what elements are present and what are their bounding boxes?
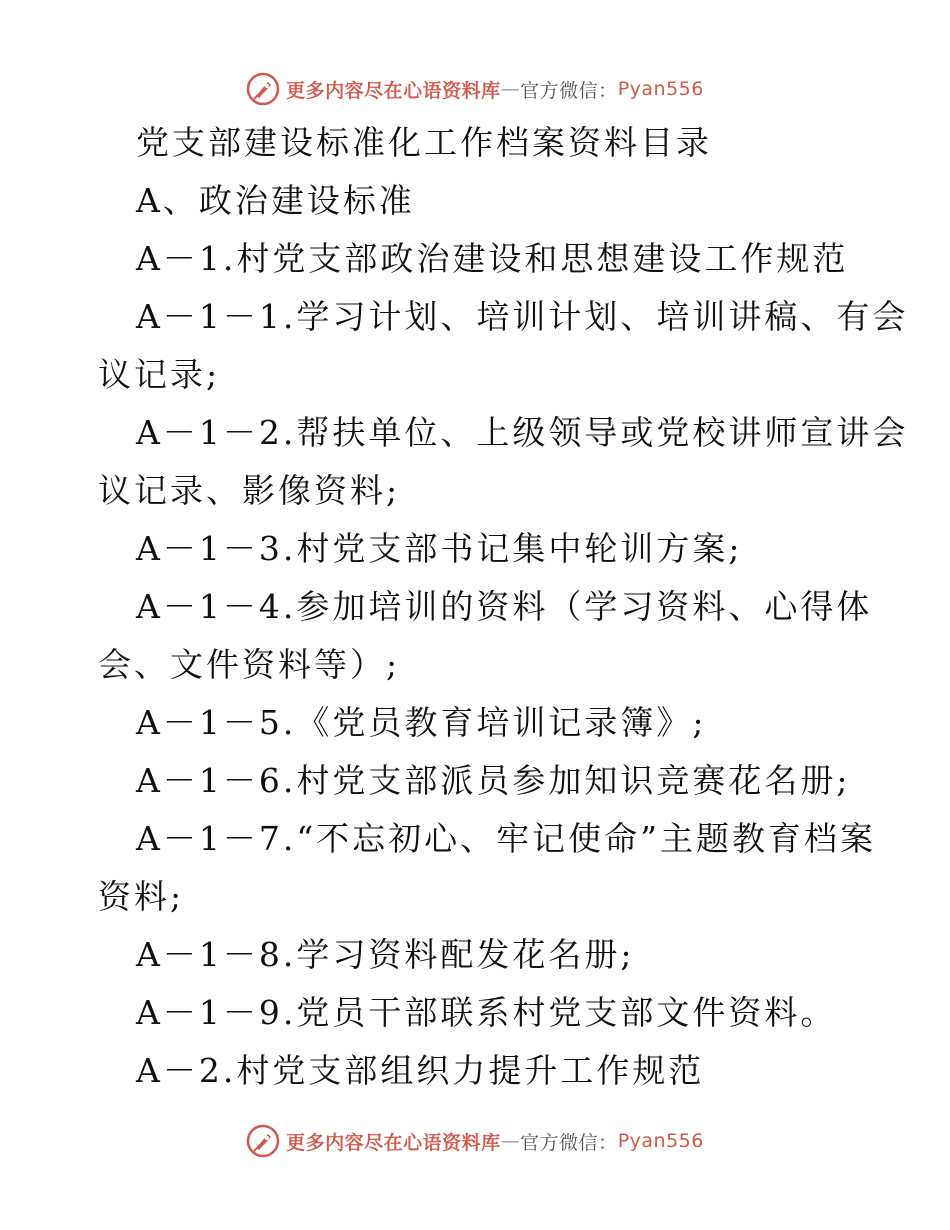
header-watermark	[0, 72, 950, 106]
pen-nib-logo-icon	[246, 72, 280, 106]
watermark-separator: —	[500, 1130, 521, 1152]
list-item: A－1－8.学习资料配发花名册;	[136, 935, 635, 974]
list-item-continuation: 议记录;	[98, 355, 221, 394]
watermark-contact-label: 官方微信：	[520, 1131, 618, 1154]
watermark-brand: 更多内容尽在心语资料库	[286, 1131, 501, 1154]
watermark-contact-label: 官方微信：	[520, 79, 618, 102]
list-item: A－1－6.村党支部派员参加知识竞赛花名册;	[136, 761, 851, 800]
list-item: A－1－3.村党支部书记集中轮训方案;	[136, 529, 743, 568]
list-item: A－1－1.学习计划、培训计划、培训讲稿、有会	[136, 297, 909, 336]
watermark-brand: 更多内容尽在心语资料库	[286, 79, 501, 102]
list-item-continuation: 资料;	[98, 877, 185, 916]
subsection-heading: A－2.村党支部组织力提升工作规范	[136, 1051, 705, 1090]
section-heading: A、政治建设标准	[136, 181, 415, 220]
list-item-continuation: 会、文件资料等）;	[98, 645, 401, 684]
list-item: A－1－9.党员干部联系村党支部文件资料。	[136, 993, 837, 1032]
list-item-continuation: 议记录、影像资料;	[98, 471, 401, 510]
list-item: A－1－7.“不忘初心、牢记使命”主题教育档案	[136, 819, 877, 858]
subsection-heading: A－1.村党支部政治建设和思想建设工作规范	[136, 239, 849, 278]
pen-nib-logo-icon	[246, 1124, 280, 1158]
list-item: A－1－4.参加培训的资料（学习资料、心得体	[136, 587, 873, 626]
watermark-wechat-id: Pyan556	[617, 78, 704, 100]
watermark-separator: —	[500, 78, 521, 100]
document-title: 党支部建设标准化工作档案资料目录	[136, 123, 712, 162]
list-item: A－1－5.《党员教育培训记录簿》;	[136, 703, 707, 742]
document-body	[98, 114, 909, 1100]
watermark-wechat-id: Pyan556	[617, 1130, 704, 1152]
list-item: A－1－2.帮扶单位、上级领导或党校讲师宣讲会	[136, 413, 909, 452]
footer-watermark	[0, 1124, 950, 1158]
